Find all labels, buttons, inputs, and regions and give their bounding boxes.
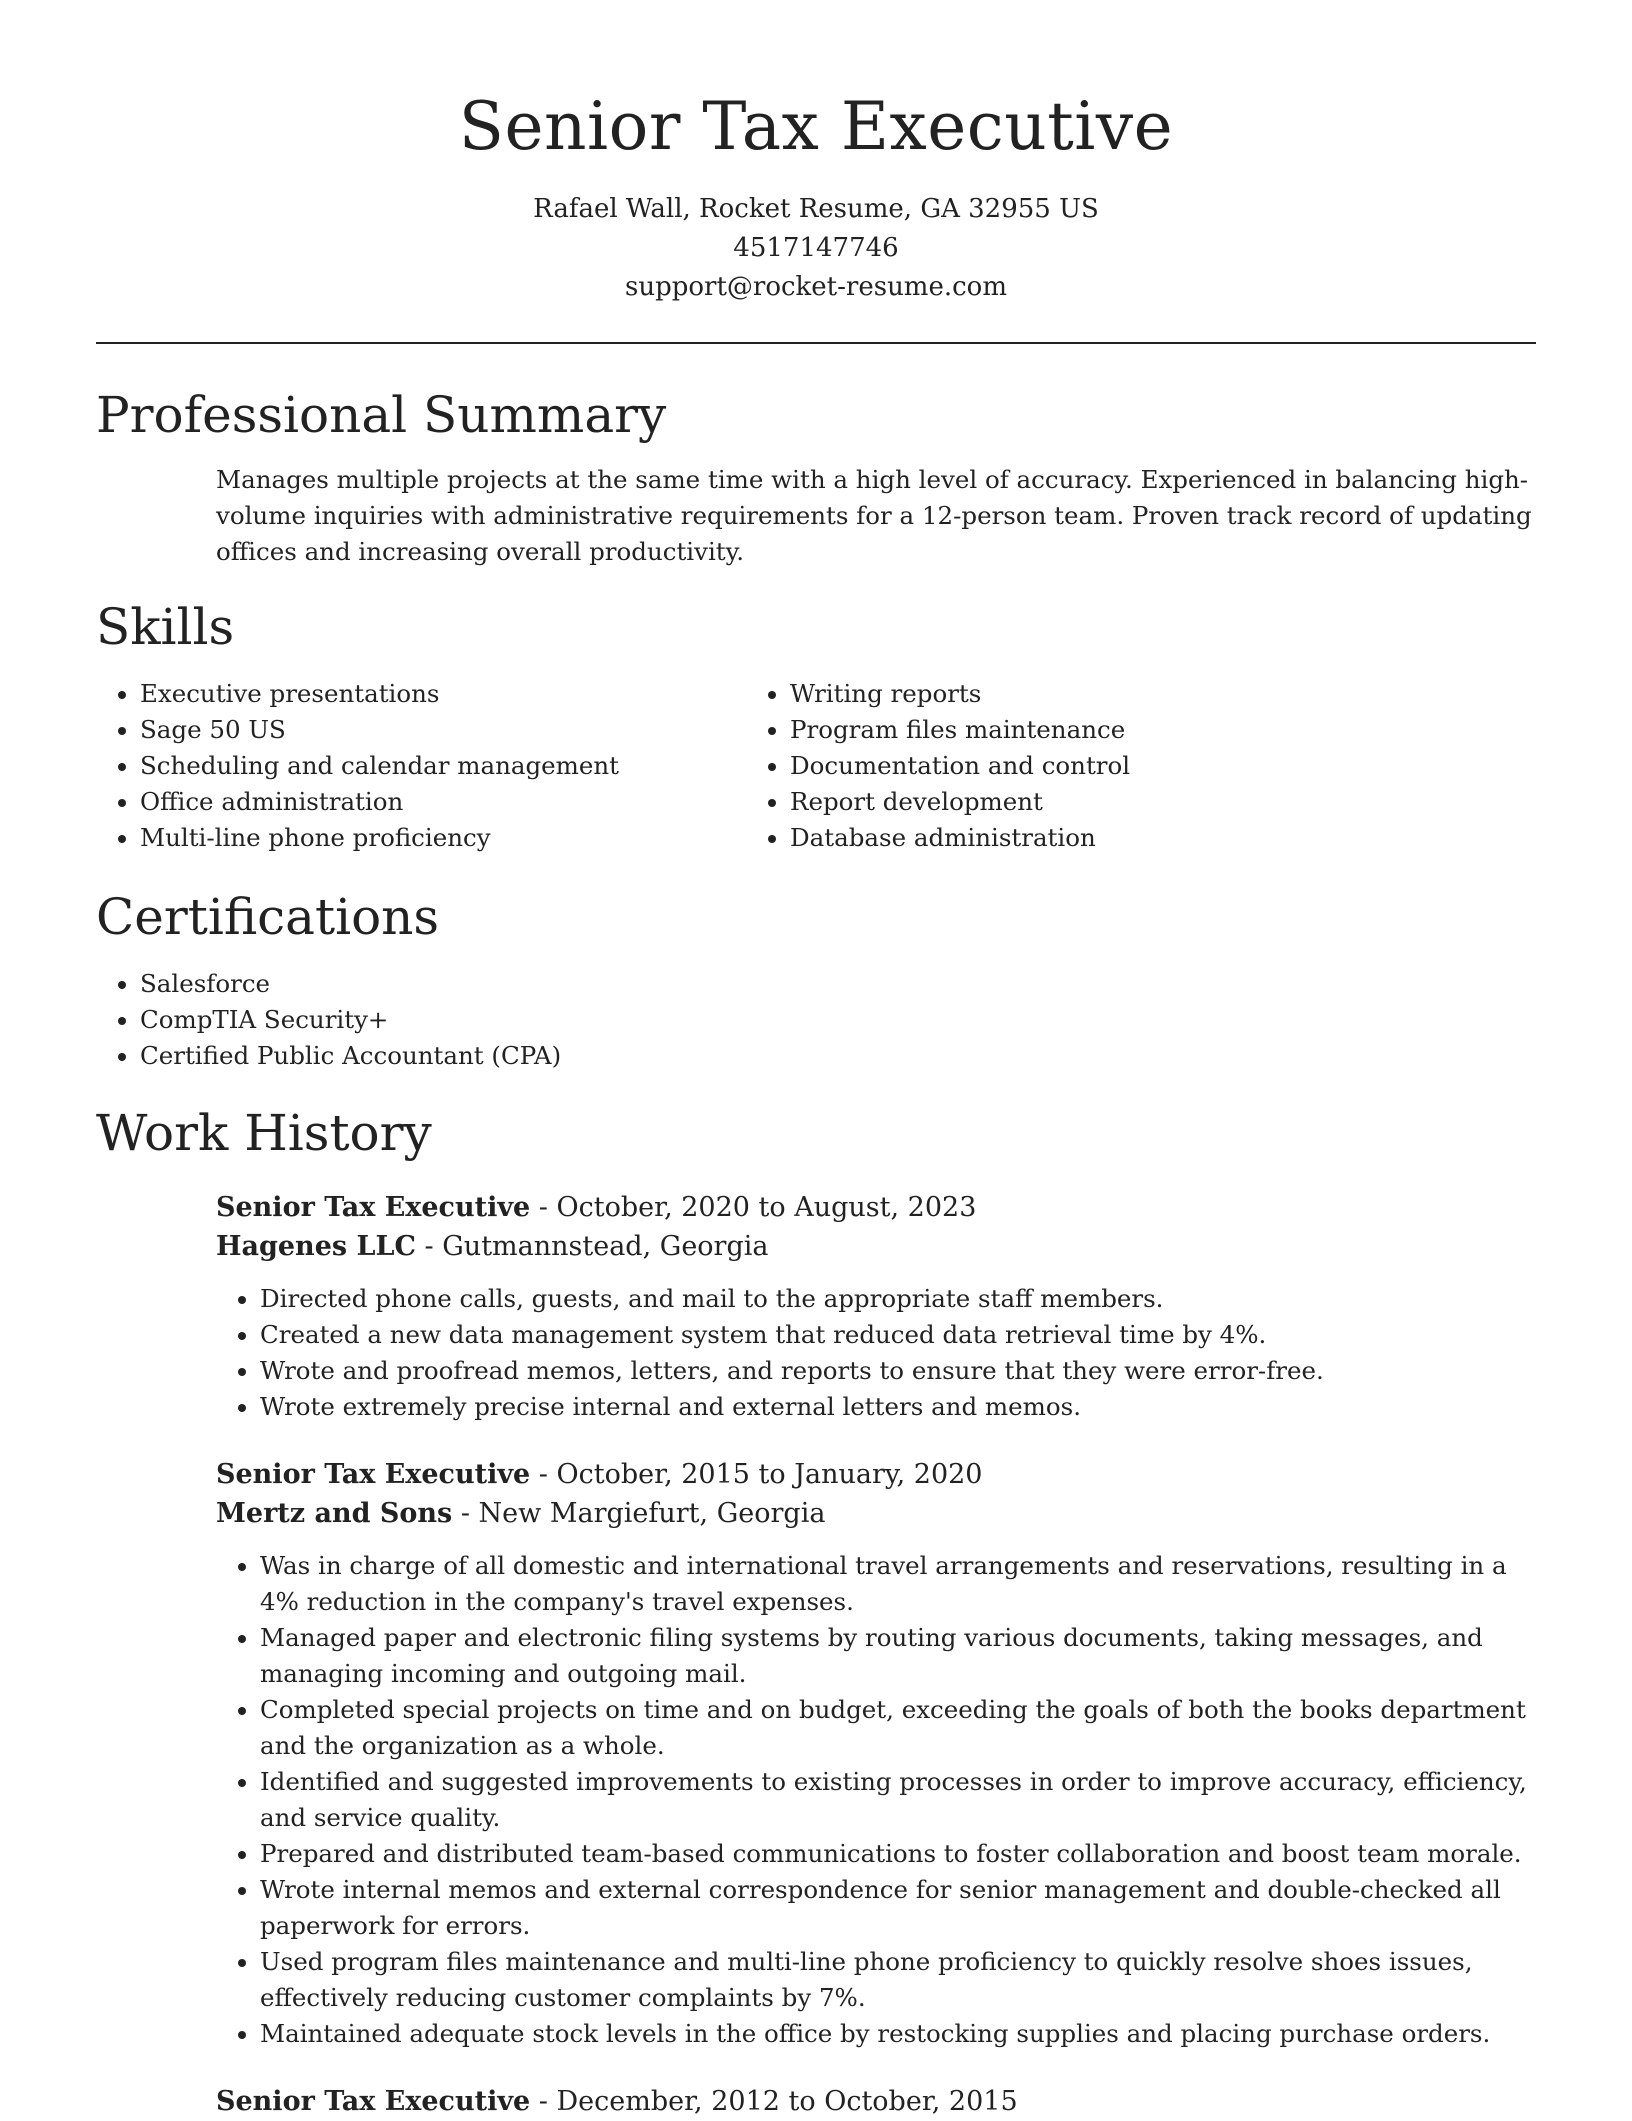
job-entry [216, 1188, 1536, 1425]
job-title-line [216, 2082, 1536, 2121]
summary-heading: Professional Summary [96, 386, 667, 444]
certifications-list [96, 966, 1536, 1074]
contact-phone: 4517147746 [733, 233, 899, 263]
job-separator: - [530, 2086, 557, 2117]
job-duty: • Created a new data management system that reduced data retrieval time by 4%. [260, 1317, 1540, 1353]
certification-item: • Certified Public Accountant (CPA) [140, 1038, 1536, 1074]
skill-item: • Database administration [790, 820, 1396, 856]
job-company-line [216, 1227, 1536, 1266]
job-duty: • Wrote and proofread memos, letters, and reports to ensure that they were error-free. [260, 1353, 1540, 1389]
contact-address: Rafael Wall, Rocket Resume, GA 32955 US [533, 194, 1099, 224]
job-company: Hagenes LLC [216, 1231, 416, 1262]
certification-item: • CompTIA Security+ [140, 1002, 1536, 1038]
job-dates: December, 2012 to October, 2015 [556, 2086, 1018, 2117]
skill-item: • Office administration [140, 784, 746, 820]
skill-item: • Writing reports [790, 676, 1396, 712]
job-duty: • Was in charge of all domestic and international travel arrangements and reservations, resulting in a 4% reduction in the company's travel expenses. [260, 1548, 1540, 1620]
job-duties-list [216, 1281, 1540, 1425]
job-title: Senior Tax Executive [216, 2086, 531, 2117]
job-duty: • Wrote extremely precise internal and external letters and memos. [260, 1389, 1540, 1425]
skills-list-right [746, 676, 1396, 856]
job-duty: • Maintained adequate stock levels in the office by restocking supplies and placing purchase orders. [260, 2016, 1540, 2052]
skill-item: • Program files maintenance [790, 712, 1396, 748]
resume-title: Senior Tax Executive [458, 88, 1174, 165]
job-separator: - [415, 1231, 443, 1262]
skills-heading: Skills [96, 598, 235, 656]
contact-info [0, 190, 1632, 307]
job-duty: • Completed special projects on time and on budget, exceeding the goals of both the books department and the organization as a whole. [260, 1692, 1540, 1764]
job-location: New Margiefurt, Georgia [478, 1498, 826, 1529]
work-history-heading: Work History [96, 1104, 432, 1162]
job-separator: - [530, 1459, 557, 1490]
summary-text: Manages multiple projects at the same time with a high level of accuracy. Experienced in balancing high-volume inquiries with administrative requirements for a 12-person team. Proven track record of updating offices and increasing overall productivity. [216, 465, 1532, 566]
job-duty: • Used program files maintenance and multi-line phone proficiency to quickly resolve shoes issues, effectively reducing customer complaints by 7%. [260, 1944, 1540, 2016]
job-duty: • Identified and suggested improvements to existing processes in order to improve accuracy, efficiency, and service quality. [260, 1764, 1540, 1836]
header-divider [96, 342, 1536, 344]
job-location: Gutmannstead, Georgia [442, 1231, 769, 1262]
skills-section [96, 592, 1536, 856]
skill-item: • Report development [790, 784, 1396, 820]
job-duties-list [216, 1548, 1540, 2052]
certifications-section [96, 882, 1536, 1074]
job-dates: October, 2015 to January, 2020 [556, 1459, 983, 1490]
job-separator: - [530, 1192, 557, 1223]
certifications-heading: Certifications [96, 888, 440, 946]
job-company: Mertz and Sons [216, 1498, 453, 1529]
job-title: Senior Tax Executive [216, 1459, 531, 1490]
job-entry [216, 1455, 1536, 2052]
skills-list-left [96, 676, 746, 856]
summary-section [96, 380, 1536, 570]
job-separator: - [452, 1498, 479, 1529]
job-entry [216, 2082, 1536, 2121]
job-title-line [216, 1455, 1536, 1494]
resume-content [96, 380, 1536, 2121]
work-history-section [96, 1098, 1536, 2121]
skill-item: • Scheduling and calendar management [140, 748, 746, 784]
certification-item: • Salesforce [140, 966, 1536, 1002]
skill-item: • Documentation and control [790, 748, 1396, 784]
job-duty: • Wrote internal memos and external correspondence for senior management and double-checked all paperwork for errors. [260, 1872, 1540, 1944]
skill-item: • Sage 50 US [140, 712, 746, 748]
job-title-line [216, 1188, 1536, 1227]
resume-header [0, 0, 1632, 307]
job-duty: • Directed phone calls, guests, and mail to the appropriate staff members. [260, 1281, 1540, 1317]
job-duty: • Managed paper and electronic filing systems by routing various documents, taking messages, and managing incoming and outgoing mail. [260, 1620, 1540, 1692]
contact-email: support@rocket-resume.com [624, 272, 1007, 302]
job-title: Senior Tax Executive [216, 1192, 531, 1223]
skill-item: • Multi-line phone proficiency [140, 820, 746, 856]
job-dates: October, 2020 to August, 2023 [556, 1192, 977, 1223]
job-company-line [216, 1494, 1536, 1533]
job-duty: • Prepared and distributed team-based communications to foster collaboration and boost team morale. [260, 1836, 1540, 1872]
skill-item: • Executive presentations [140, 676, 746, 712]
